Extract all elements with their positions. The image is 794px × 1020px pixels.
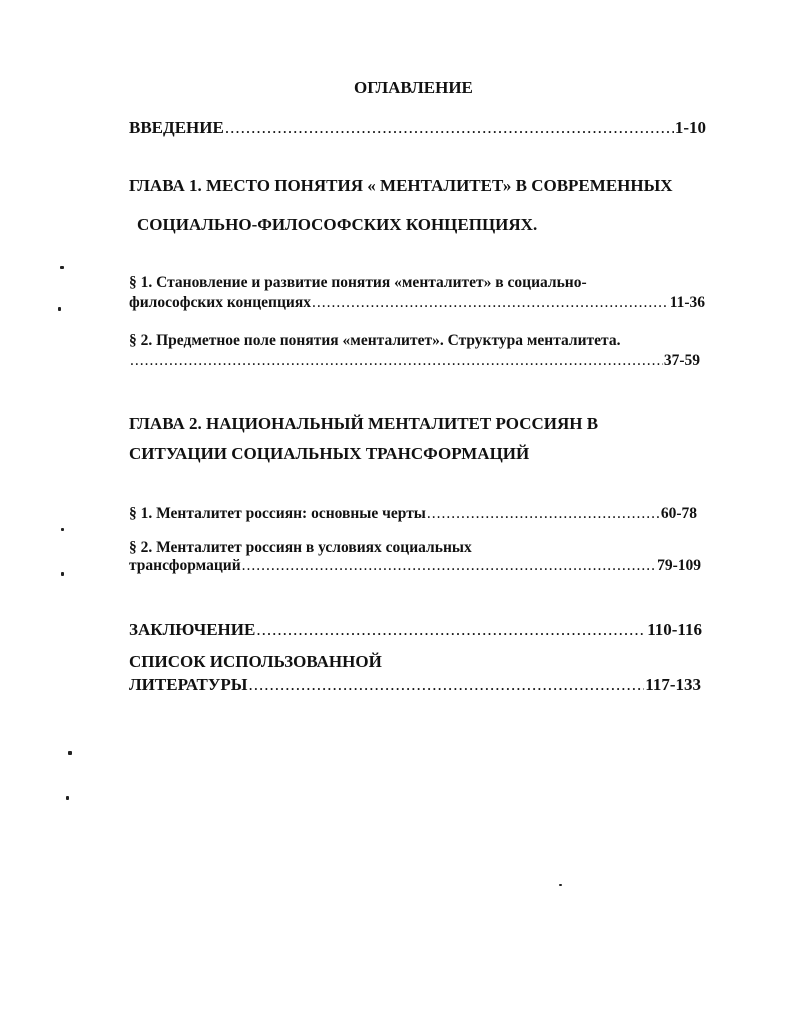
dot-leader [225, 119, 674, 136]
toc-entry-pages: 1-10 [674, 118, 706, 137]
dot-leader [312, 295, 669, 311]
dot-leader [242, 558, 656, 574]
chapter-1-section-2-line-1: § 2. Предметное поле понятия «менталитет». Структура менталитета. [129, 332, 621, 349]
chapter-2-section-2-entry [129, 558, 701, 574]
scan-speck [559, 884, 562, 886]
page-title: ОГЛАВЛЕНИЕ [354, 78, 473, 97]
chapter-2-heading-line-1: ГЛАВА 2. НАЦИОНАЛЬНЫЙ МЕНТАЛИТЕТ РОССИЯН В [129, 414, 599, 433]
toc-entry-pages: 11-36 [669, 294, 705, 311]
chapter-1-section-2-entry [129, 353, 700, 369]
chapter-1-section-1-entry [129, 295, 705, 311]
toc-entry-label: философских концепциях [129, 294, 311, 311]
dot-leader [427, 506, 660, 522]
scan-speck [58, 307, 61, 311]
toc-entry-pages: 110-116 [647, 620, 702, 639]
chapter-2-section-1-entry [129, 506, 697, 522]
toc-entry-pages: 117-133 [645, 675, 701, 694]
toc-entry-label: ЛИТЕРАТУРЫ [129, 675, 248, 694]
toc-entry-pages: 60-78 [660, 505, 697, 522]
chapter-1-heading-line-1: ГЛАВА 1. МЕСТО ПОНЯТИЯ « МЕНТАЛИТЕТ» В СОВРЕМЕННЫХ [129, 176, 673, 195]
chapter-1-section-1-line-1: § 1. Становление и развитие понятия «менталитет» в социально- [129, 274, 587, 291]
dot-leader [256, 621, 646, 638]
toc-entry-conclusion [129, 621, 702, 638]
toc-entry-label: ВВЕДЕНИЕ [129, 118, 224, 137]
toc-entry-label: ЗАКЛЮЧЕНИЕ [129, 620, 256, 639]
scan-speck [61, 572, 64, 576]
dot-leader [130, 353, 663, 369]
toc-entry-pages: 37-59 [663, 352, 700, 369]
bibliography-line-1: СПИСОК ИСПОЛЬЗОВАННОЙ [129, 652, 382, 671]
toc-entry-pages: 79-109 [657, 557, 701, 574]
scan-speck [61, 528, 64, 531]
scan-speck [68, 751, 72, 755]
chapter-1-heading-line-2: СОЦИАЛЬНО-ФИЛОСОФСКИХ КОНЦЕПЦИЯХ. [137, 215, 538, 234]
dot-leader [248, 676, 644, 693]
chapter-2-heading-line-2: СИТУАЦИИ СОЦИАЛЬНЫХ ТРАНСФОРМАЦИЙ [129, 444, 530, 463]
toc-entry-label: трансформаций [129, 557, 241, 574]
toc-entry-bibliography [129, 676, 701, 693]
toc-entry-introduction [129, 119, 706, 136]
scan-speck [66, 796, 69, 800]
scan-speck [60, 266, 64, 269]
chapter-2-section-2-line-1: § 2. Менталитет россиян в условиях социальных [129, 539, 472, 556]
toc-entry-label: § 1. Менталитет россиян: основные черты [129, 505, 426, 522]
